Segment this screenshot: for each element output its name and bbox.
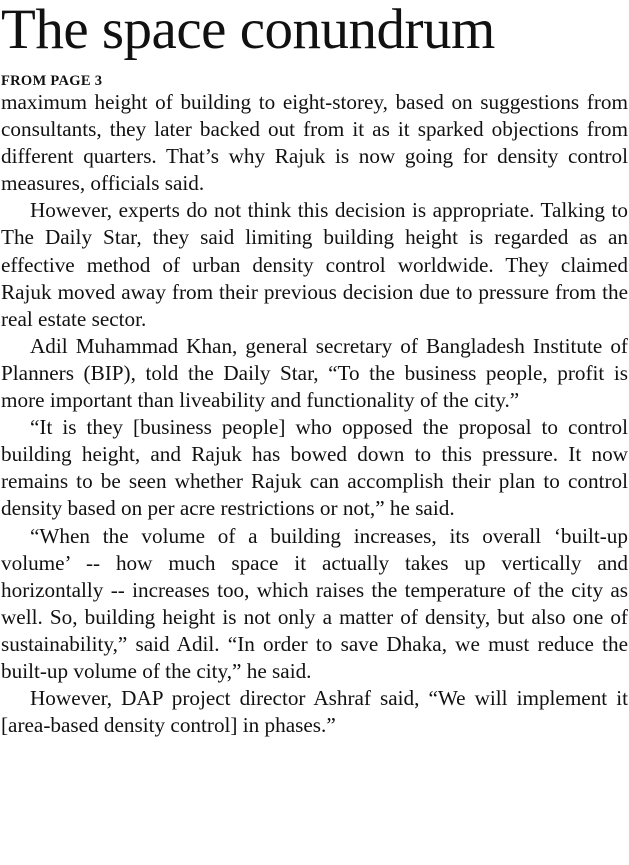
paragraph-2: However, experts do not think this decision is appropriate. Talking to The Daily Star, they said limiting building height is regarded as an effective method of urban density control worldwide. They claimed Rajuk moved away from their previous decision due to pressure from the real estate sector. [1,198,628,331]
article-body [1,89,628,739]
paragraph-4: “It is they [business people] who opposed the proposal to control building height, and Rajuk has bowed down to this pressure. It now remains to be seen whether Rajuk can accomplish their plan to control density based on per acre restrictions or not,” he said. [1,415,628,521]
paragraph-3: Adil Muhammad Khan, general secretary of Bangladesh Institute of Planners (BIP), told the Daily Star, “To the business people, profit is more important than liveability and functionality of the city.” [1,333,628,413]
paragraph-1: maximum height of building to eight-storey, based on suggestions from consultants, they later backed out from it as it sparked objections from different quarters. That’s why Rajuk is now going for density control measures, officials said. [1,90,628,196]
headline: The space conundrum [1,0,495,61]
jump-line: FROM PAGE 3 [1,73,103,89]
paragraph-6: However, DAP project director Ashraf said, “We will implement it [area-based density control] in phases.” [1,686,628,738]
paragraph-5: “When the volume of a building increases, its overall ‘built-up volume’ -- how much space it actually takes up vertically and horizontally -- increases too, which raises the temperature of the city as well. So, building height is not only a matter of density, but also one of sustainability,” said Adil. “In order to save Dhaka, we must reduce the built-up volume of the city,” he said. [1,523,628,683]
